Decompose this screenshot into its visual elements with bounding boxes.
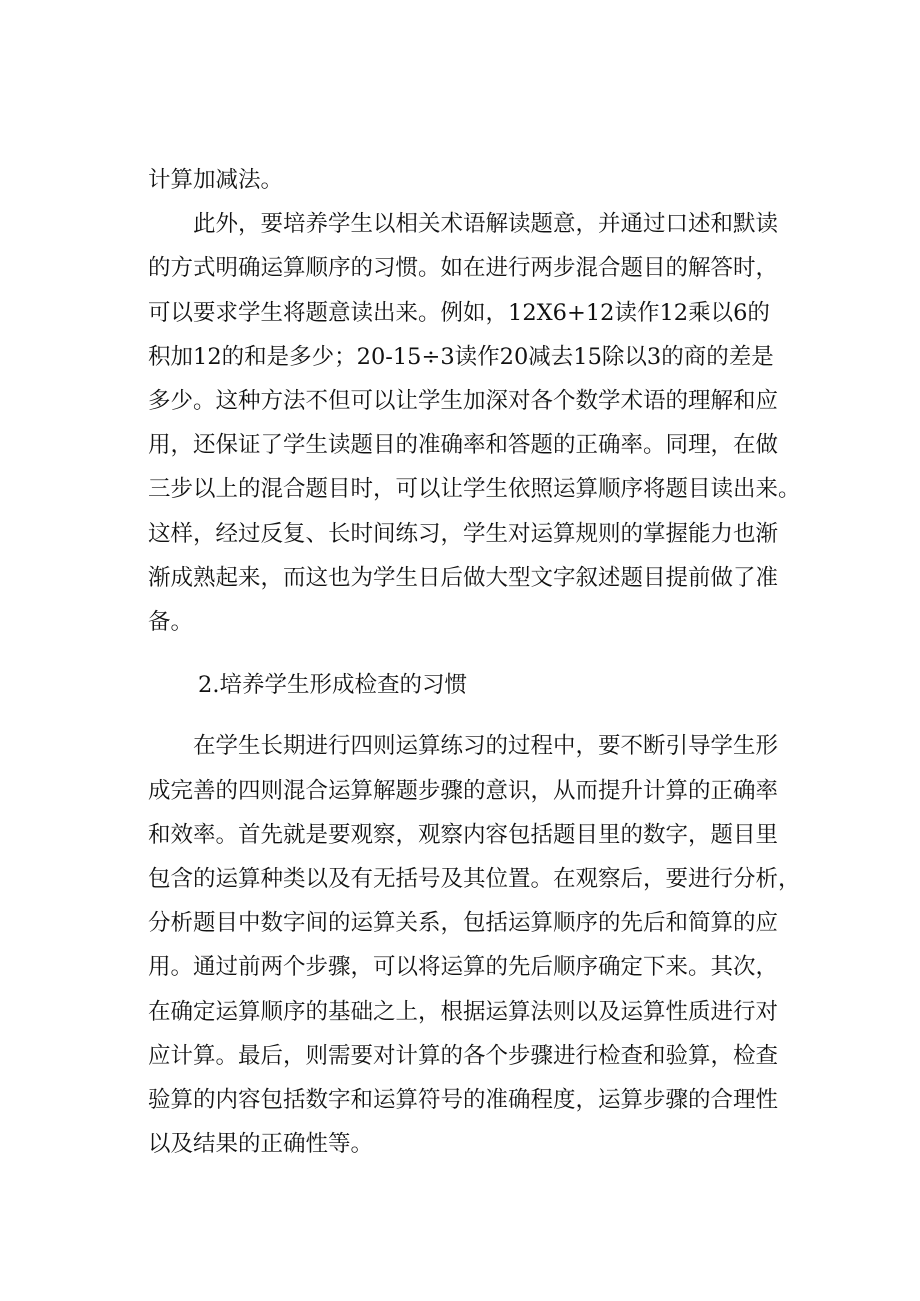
paragraph-line: 以及结果的正确性等。	[148, 1131, 374, 1158]
paragraph-line: 应计算。最后，则需要对计算的各个步骤进行检查和验算，检查	[148, 1042, 779, 1069]
paragraph-line: 计算加减法。	[148, 167, 284, 193]
paragraph-line: 验算的内容包括数字和运算符号的准确程度，运算步骤的合理性	[148, 1087, 779, 1114]
paragraph-line: 包含的运算种类以及有无括号及其位置。在观察后，要进行分析，	[148, 866, 801, 893]
paragraph-line: 在学生长期进行四则运算练习的过程中，要不断引导学生形	[193, 733, 779, 760]
paragraph-line: 多少。这种方法不但可以让学生加深对各个数学术语的理解和应	[148, 388, 779, 415]
paragraph-line: 用，还保证了学生读题目的准确率和答题的正确率。同理，在做	[148, 432, 779, 459]
paragraph-line: 成完善的四则混合运算解题步骤的意识，从而提升计算的正确率	[148, 777, 779, 804]
paragraph-line: 分析题目中数字间的运算关系，包括运算顺序的先后和简算的应	[148, 910, 779, 937]
paragraph-line: 此外，要培养学生以相关术语解读题意，并通过口述和默读	[193, 211, 779, 238]
paragraph-line: 在确定运算顺序的基础之上，根据运算法则以及运算性质进行对	[148, 998, 779, 1025]
paragraph-line: 备。	[148, 609, 194, 636]
paragraph-line: 可以要求学生将题意读出来。例如，12X6+12读作12乘以6的	[148, 299, 770, 326]
document-body	[148, 158, 812, 1166]
paragraph-line: 和效率。首先就是要观察，观察内容包括题目里的数字，题目里	[148, 821, 779, 848]
paragraph-line: 用。通过前两个步骤，可以将运算的先后顺序确定下来。其次，	[148, 954, 779, 981]
paragraph-line: 三步以上的混合题目时，可以让学生依照运算顺序将题目读出来。	[148, 476, 801, 503]
paragraph-line: 的方式明确运算顺序的习惯。如在进行两步混合题目的解答时，	[148, 255, 779, 282]
paragraph-line: 这样，经过反复、长时间练习，学生对运算规则的掌握能力也渐	[148, 520, 779, 547]
section-heading: 2.培养学生形成检查的习惯	[198, 672, 467, 699]
paragraph-line: 渐成熟起来，而这也为学生日后做大型文字叙述题目提前做了准	[148, 564, 779, 591]
paragraph-line: 积加12的和是多少；20-15÷3读作20减去15除以3的商的差是	[148, 343, 774, 370]
